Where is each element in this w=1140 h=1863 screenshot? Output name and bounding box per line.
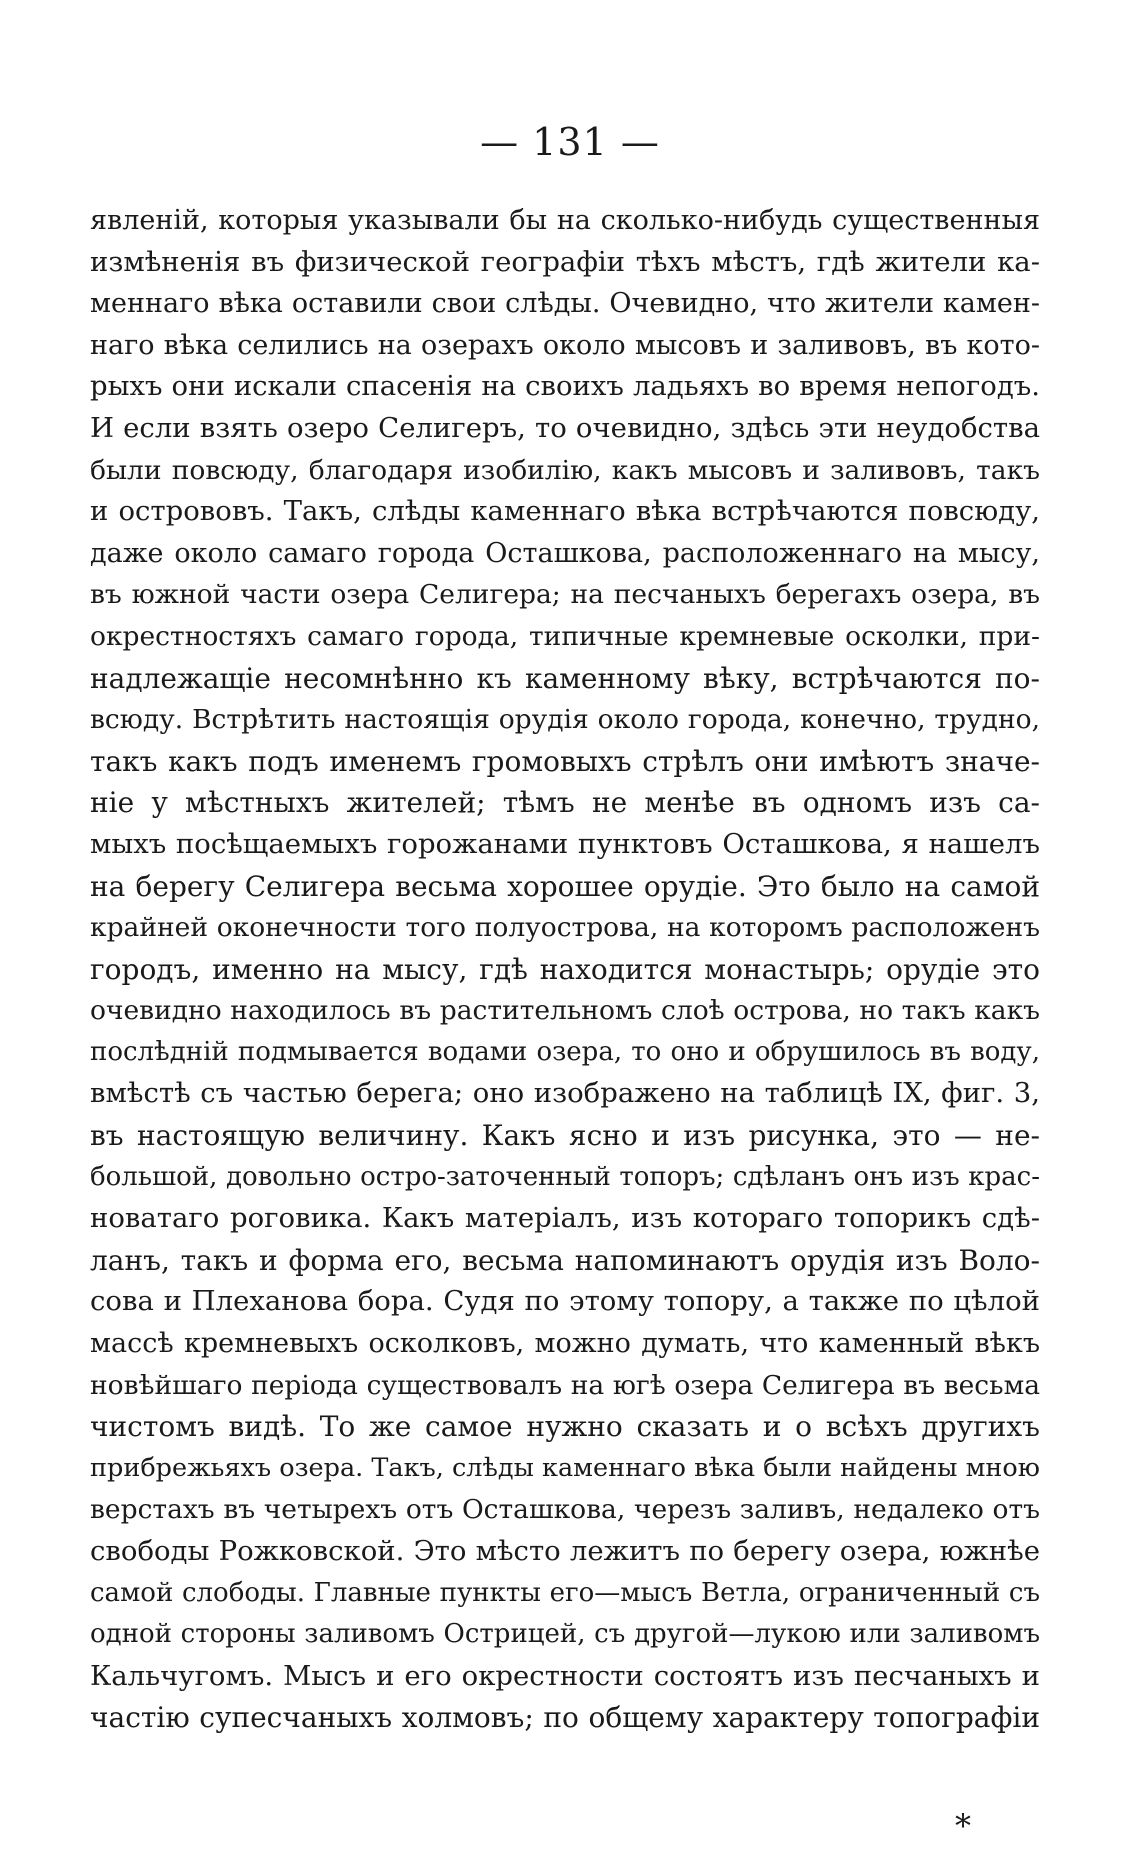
text-line: меннаго вѣка оставили свои слѣды. Очевидно, что жители камен- bbox=[90, 288, 1040, 320]
text-line: новатаго роговика. Какъ матеріалъ, изъ котораго топорикъ сдѣ- bbox=[90, 1202, 1040, 1235]
text-line: всюду. Встрѣтить настоящія орудія около города, конечно, трудно, bbox=[90, 704, 1040, 736]
text-line: новѣйшаго періода существовалъ на югѣ озера Селигера въ весьма bbox=[90, 1369, 1040, 1401]
body-text bbox=[90, 200, 1040, 1739]
text-line: массѣ кремневыхъ осколковъ, можно думать, что каменный вѣкъ bbox=[90, 1328, 1040, 1360]
text-line: ніе у мѣстныхъ жителей; тѣмъ не менѣе въ одномъ изъ са- bbox=[90, 786, 1040, 820]
text-line: на берегу Селигера весьма хорошее орудіе. Это было на самой bbox=[90, 869, 1040, 903]
text-line: городъ, именно на мысу, гдѣ находится монастырь; орудіе это bbox=[90, 952, 1040, 986]
text-line: наго вѣка селились на озерахъ около мысовъ и заливовъ, въ кото- bbox=[90, 329, 1040, 361]
text-line: въ южной части озера Селигера; на песчаныхъ берегахъ озера, въ bbox=[90, 579, 1040, 611]
text-line: окрестностяхъ самаго города, типичные кремневые осколки, при- bbox=[90, 620, 1040, 652]
text-line: большой, довольно остро-заточенный топоръ; сдѣланъ онъ изъ крас- bbox=[90, 1161, 1040, 1192]
text-line: верстахъ въ четырехъ отъ Осташкова, черезъ заливъ, недалеко отъ bbox=[90, 1494, 1040, 1526]
text-line: свободы Рожковской. Это мѣсто лежитъ по берегу озера, южнѣе bbox=[90, 1535, 1040, 1567]
text-line: явленій, которыя указывали бы на сколько-нибудь существенныя bbox=[90, 205, 1040, 236]
text-line: даже около самаго города Осташкова, расположеннаго на мысу, bbox=[90, 537, 1040, 569]
text-line: сова и Плеханова бора. Судя по этому топору, а также по цѣлой bbox=[90, 1285, 1040, 1318]
text-line: мыхъ посѣщаемыхъ горожанами пунктовъ Осташкова, я нашелъ bbox=[90, 827, 1040, 860]
text-line: Кальчугомъ. Мысъ и его окрестности состоятъ изъ песчаныхъ и bbox=[90, 1659, 1040, 1692]
page-number: — 131 — bbox=[480, 120, 660, 164]
text-line: такъ какъ подъ именемъ громовыхъ стрѣлъ они имѣютъ значе- bbox=[90, 744, 1040, 778]
text-line: ланъ, такъ и форма его, весьма напоминаютъ орудія изъ Воло- bbox=[90, 1243, 1040, 1277]
text-line: въ настоящую величину. Какъ ясно и изъ рисунка, это — не- bbox=[90, 1119, 1040, 1153]
text-line: измѣненія въ физической географіи тѣхъ мѣстъ, гдѣ жители ка- bbox=[90, 245, 1040, 278]
text-line: частію супесчаныхъ холмовъ; по общему характеру топографіи bbox=[90, 1701, 1040, 1735]
text-line: надлежащіе несомнѣнно къ каменному вѣку, встрѣчаются по- bbox=[90, 661, 1040, 695]
text-line: послѣдній подмывается водами озера, то оно и обрушилось въ воду, bbox=[90, 1036, 1040, 1067]
text-line: были повсюду, благодаря изобилію, какъ мысовъ и заливовъ, такъ bbox=[90, 454, 1040, 486]
text-line: крайней оконечности того полуострова, на которомъ расположенъ bbox=[90, 912, 1040, 944]
text-line: рыхъ они искали спасенія на своихъ ладьяхъ во время непогодъ. bbox=[90, 370, 1040, 403]
text-line: вмѣстѣ съ частью берега; оно изображено на таблицѣ IX, фиг. 3, bbox=[90, 1077, 1040, 1110]
text-line: одной стороны заливомъ Острицей, съ другой—лукою или заливомъ bbox=[90, 1619, 1040, 1650]
text-line: И если взять озеро Селигеръ, то очевидно, здѣсь эти неудобства bbox=[90, 411, 1040, 444]
text-line: прибрежьяхъ озера. Такъ, слѣды каменнаго вѣка были найдены мною bbox=[90, 1452, 1040, 1483]
text-line: и острововъ. Такъ, слѣды каменнаго вѣка встрѣчаются повсюду, bbox=[90, 495, 1040, 528]
footer-asterisk: * bbox=[955, 1807, 971, 1845]
text-line: самой слободы. Главные пункты его—мысъ Ветла, ограниченный съ bbox=[90, 1577, 1040, 1608]
text-line: чистомъ видѣ. То же самое нужно сказать и о всѣхъ другихъ bbox=[90, 1410, 1040, 1444]
text-line: очевидно находилось въ растительномъ слоѣ острова, но такъ какъ bbox=[90, 995, 1040, 1027]
